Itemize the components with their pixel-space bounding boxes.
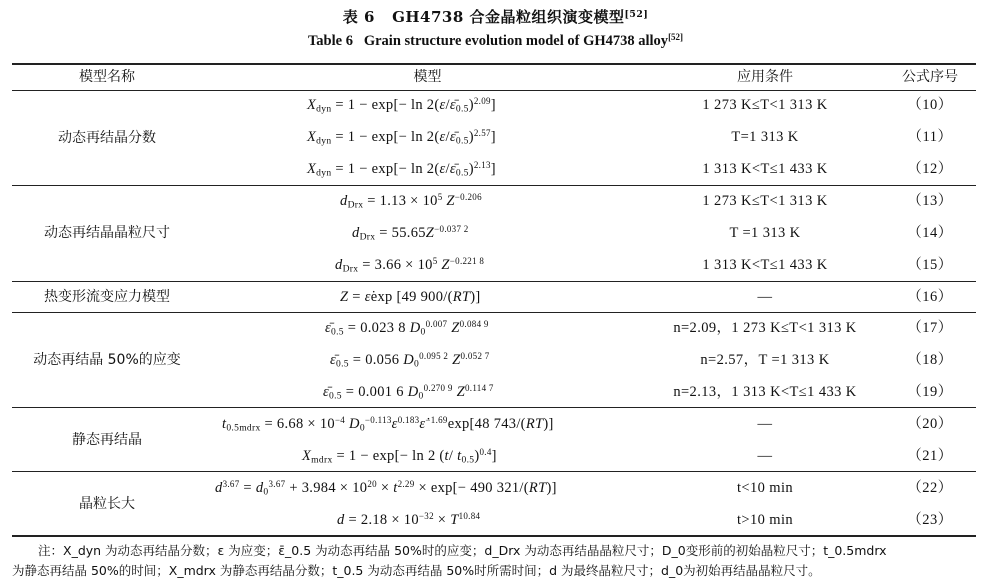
equation-number: （15） — [907, 257, 953, 273]
formula: $\varepsilon̄_{0.5} = 0.056$ $D_0^{0.095 2}$ $Z^{0.052 7}$ — [330, 351, 490, 370]
group-divider — [12, 312, 976, 313]
formula: $X_{dyn} = 1 - \exp[- \ln$ $2(\varepsilon/\varepsilon̄_{0.5})^{2.13}$] — [307, 160, 496, 179]
group-divider — [12, 471, 976, 472]
table-bottom-rule — [12, 535, 976, 537]
equation-number: （16） — [907, 289, 953, 305]
group-name: 动态再结晶晶粒尺寸 — [44, 225, 170, 241]
caption-zh-ref: [52] — [624, 8, 649, 20]
col-header-name: 模型名称 — [79, 69, 135, 85]
formula: $\varepsilon̄_{0.5} = 0.001$ 6 $D_0^{0.270 9}$ $Z^{0.114 7}$ — [323, 383, 494, 402]
condition-cell: n=2.57，T =1 313 K — [700, 352, 830, 368]
group-divider — [12, 281, 976, 282]
equation-number: （22） — [907, 480, 953, 496]
table-top-rule — [12, 63, 976, 65]
equation-number: （11） — [907, 129, 953, 145]
col-header-condition: 应用条件 — [737, 69, 793, 85]
group-name: 动态再结晶 50%的应变 — [33, 352, 181, 368]
formula: $t_{0.5mdrx} = 6.68 \times 10^{-4}$ $D_0^{-0.113}\varepsilon^{0.183}\varepsiloṅ^{-1.69}\exp[48$ 743/(RT)] — [222, 415, 554, 434]
group-name: 静态再结晶 — [72, 432, 142, 448]
formula: $d_{Drx} = 3.66 \times 10^5$ $Z^{-0.221 8}$ — [335, 256, 485, 275]
formula: $X_{mdrx} = 1 - \exp[- \ln 2$ (t/ $t_{0.5})^{0.4}$] — [302, 447, 497, 466]
caption-en-title: Grain structure evolution model of GH4738 alloy — [363, 33, 669, 49]
condition-cell: 1 313 K<T≤1 433 K — [702, 257, 828, 273]
col-header-number: 公式序号 — [902, 69, 958, 85]
equation-number: （23） — [907, 512, 953, 528]
equation-number: （10） — [907, 97, 953, 113]
formula: Z = ε̇exp [49 900/(RT)] — [340, 289, 481, 305]
formula: $d = 2.18 \times 10^{-32} \times T^{10.84}$ — [337, 511, 481, 528]
equation-number: （17） — [907, 320, 953, 336]
condition-cell: T =1 313 K — [729, 225, 801, 241]
condition-cell: t>10 min — [736, 512, 794, 528]
condition-cell: n=2.13，1 313 K<T≤1 433 K — [673, 384, 857, 400]
caption-en-ref: [52] — [668, 32, 684, 43]
condition-cell: 1 273 K≤T<1 313 K — [702, 97, 828, 113]
formula: $X_{dyn} = 1 - \exp[- \ln$ $2(\varepsilon/\varepsilon̄_{0.5})^{2.57}$] — [307, 128, 496, 147]
equation-number: （13） — [907, 193, 953, 209]
formula: $X_{dyn} = 1 - \exp[- \ln$ $2(\varepsilon/\varepsilon̄_{0.5})^{2.09}$] — [307, 96, 496, 115]
equation-number: （21） — [907, 448, 953, 464]
formula: $\varepsilon̄_{0.5} = 0.023$ 8 $D_0^{0.007}$ $Z^{0.084 9}$ — [325, 319, 489, 338]
formula: $d_{Drx} = 55.65Z^{-0.037 2}$ — [352, 224, 469, 243]
condition-cell: t<10 min — [736, 480, 794, 496]
table-footnote — [12, 541, 983, 581]
condition-cell: n=2.09，1 273 K≤T<1 313 K — [673, 320, 857, 336]
condition-cell: — — [757, 416, 773, 432]
header-rule — [12, 90, 976, 91]
equation-number: （12） — [907, 161, 953, 177]
equation-number: （19） — [907, 384, 953, 400]
formula: $d_{Drx} = 1.13 \times 10^5$ $Z^{-0.206}$ — [340, 192, 482, 211]
group-name: 动态再结晶分数 — [58, 130, 156, 146]
caption-en-prefix: Table 6 — [307, 33, 353, 49]
caption-zh-title: GH4738 合金晶粒组织演变模型 — [392, 8, 625, 26]
footnote-line: 为静态再结晶 50%的时间；X_mdrx 为静态再结晶分数；t_0.5 为动态再结晶 50%时所需时间；d 为最终晶粒尺寸；d_0为初始再结晶晶粒尺寸。 — [12, 563, 821, 578]
equation-number: （20） — [907, 416, 953, 432]
condition-cell: — — [757, 289, 773, 305]
group-divider — [12, 407, 976, 408]
equation-number: （18） — [907, 352, 953, 368]
group-name: 热变形流变应力模型 — [44, 289, 170, 305]
col-header-model: 模型 — [413, 69, 442, 85]
group-divider — [12, 185, 976, 186]
condition-cell: 1 313 K<T≤1 433 K — [702, 161, 828, 177]
footnote-line: 注：X_dyn 为动态再结晶分数；ε 为应变；ε̄_0.5 为动态再结晶 50%时的应变；d_Drx 为动态再结晶晶粒尺寸；D_0变形前的初始晶粒尺寸；t_0.5mdrx — [38, 543, 887, 558]
condition-cell: T=1 313 K — [731, 129, 799, 145]
formula: $d^{3.67} = d_0^{3.67} + 3.984 \times 10^{20} \times t^{2.29} \times \exp[- 490$ 321/(RT)] — [215, 479, 557, 498]
table-caption-zh — [0, 6, 991, 27]
condition-cell: 1 273 K≤T<1 313 K — [702, 193, 828, 209]
caption-zh-prefix: 表 6 — [342, 8, 375, 26]
condition-cell: — — [757, 448, 773, 464]
group-name: 晶粒长大 — [79, 496, 135, 512]
equation-number: （14） — [907, 225, 953, 241]
table-caption-en — [0, 33, 991, 50]
